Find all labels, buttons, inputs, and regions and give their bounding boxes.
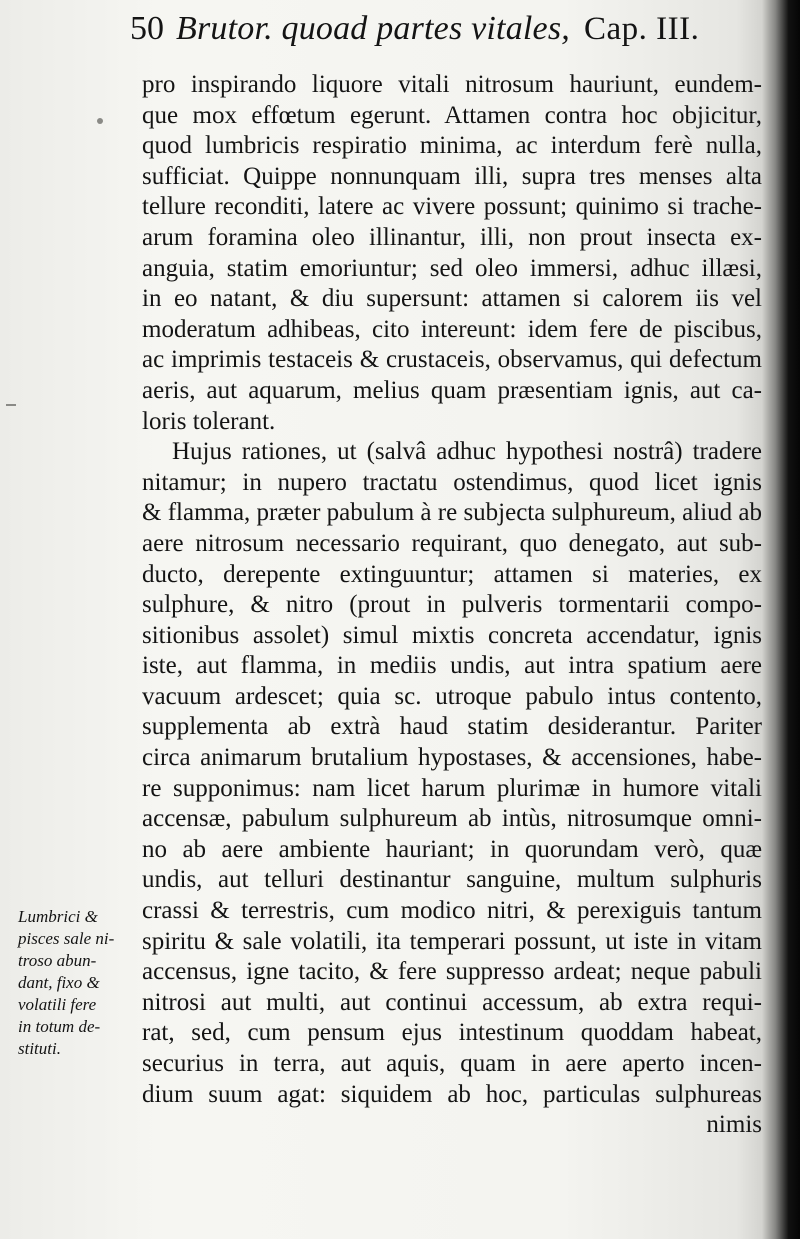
- text-line: undis, aut telluri destinantur sanguine, multum sulphuris: [142, 866, 762, 894]
- text-line: accensus, igne tacito, & fere suppresso ardeat; neque pabuli: [142, 958, 762, 986]
- text-line: loris tolerant.: [142, 407, 276, 435]
- text-line: accensæ, pabulum sulphureum ab intùs, nitrosumque omni-: [142, 805, 762, 833]
- text-line: moderatum adhibeas, cito intereunt: idem fere de piscibus,: [142, 315, 762, 343]
- margin-note-line: pisces sale ni-: [18, 929, 115, 948]
- text-line: sulphure, & nitro (prout in pulveris tormentarii compo-: [142, 591, 762, 619]
- running-title: Brutor. quoad partes vitales,: [176, 10, 570, 47]
- text-line: supplementa ab extrà haud statim desiderantur. Pariter: [142, 713, 762, 741]
- text-line: rat, sed, cum pensum ejus intestinum quoddam habeat,: [142, 1019, 762, 1047]
- text-line: nitamur; in nupero tractatu ostendimus, quod licet ignis: [142, 468, 762, 496]
- text-line: no ab aere ambiente hauriant; in quorundam verò, quæ: [142, 835, 762, 863]
- ink-speck: [97, 118, 103, 124]
- text-line: vacuum ardescet; quia sc. utroque pabulo intus contento,: [142, 682, 762, 710]
- book-gutter-shadow: [762, 0, 800, 1239]
- margin-note-line: volatili fere: [18, 995, 97, 1014]
- margin-note-line: stituti.: [18, 1039, 61, 1058]
- margin-note-line: troso abun-: [18, 951, 97, 970]
- ink-speck: [6, 404, 16, 406]
- text-line: que mox effœtum egerunt. Attamen contra hoc objicitur,: [142, 101, 762, 129]
- text-line: sitionibus assolet) simul mixtis concreta accendatur, ignis: [142, 621, 762, 649]
- text-line: spiritu & sale volatili, ita temperari possunt, ut iste in vitam: [142, 927, 762, 955]
- text-line: nitrosi aut multi, aut continui accessum, ab extra requi-: [142, 988, 762, 1016]
- margin-note-line: dant, fixo &: [18, 973, 100, 992]
- text-line: circa animarum brutalium hypostases, & accensiones, habe-: [142, 744, 762, 772]
- text-line: tellure reconditi, latere ac vivere possunt; quinimo si trache-: [142, 193, 762, 221]
- text-line: anguia, statim emoriuntur; sed oleo immersi, adhuc illæsi,: [142, 254, 762, 282]
- margin-note-line: in totum de-: [18, 1017, 101, 1036]
- text-line: arum foramina oleo illinantur, illi, non prout insecta ex-: [142, 223, 762, 251]
- text-line: re supponimus: nam licet harum plurimæ in humore vitali: [142, 774, 762, 802]
- text-line: securius in terra, aut aquis, quam in aere aperto incen-: [142, 1050, 762, 1077]
- text-line: sufficiat. Quippe nonnunquam illi, supra tres menses alta: [142, 162, 762, 190]
- text-line: quod lumbricis respiratio minima, ac interdum ferè nulla,: [142, 132, 762, 160]
- text-line: crassi & terrestris, cum modico nitri, & perexiguis tantum: [142, 897, 762, 925]
- chapter-heading: Cap. III.: [583, 11, 700, 47]
- text-line: & flamma, præter pabulum à re subjecta sulphureum, aliud ab: [142, 499, 762, 527]
- body-text: [142, 70, 762, 1141]
- text-line: aeris, aut aquarum, melius quam præsentiam ignis, aut ca-: [142, 376, 762, 404]
- text-line: iste, aut flamma, in mediis undis, aut intra spatium aere: [142, 652, 762, 680]
- text-line: dium suum agat: siquidem ab hoc, particulas sulphureas: [142, 1080, 762, 1108]
- text-line: in eo natant, & diu supersunt: attamen si calorem iis vel: [142, 285, 762, 313]
- text-line: ac imprimis testaceis & crustaceis, observamus, qui defectum: [142, 346, 762, 374]
- text-line: aere nitrosum necessario requirant, quo denegato, aut sub-: [142, 529, 762, 557]
- text-line: pro inspirando liquore vitali nitrosum hauriunt, eundem-: [142, 71, 762, 98]
- text-line: ducto, derepente extinguuntur; attamen si materies, ex: [142, 560, 762, 588]
- page-number: 50: [130, 10, 164, 47]
- running-header: [130, 10, 770, 66]
- paragraph-start-line: Hujus rationes, ut (salvâ adhuc hypothesi nostrâ) tradere: [172, 438, 762, 466]
- margin-note: [18, 906, 130, 1060]
- catchword: nimis: [706, 1111, 762, 1139]
- margin-note-line: Lumbrici &: [18, 907, 98, 926]
